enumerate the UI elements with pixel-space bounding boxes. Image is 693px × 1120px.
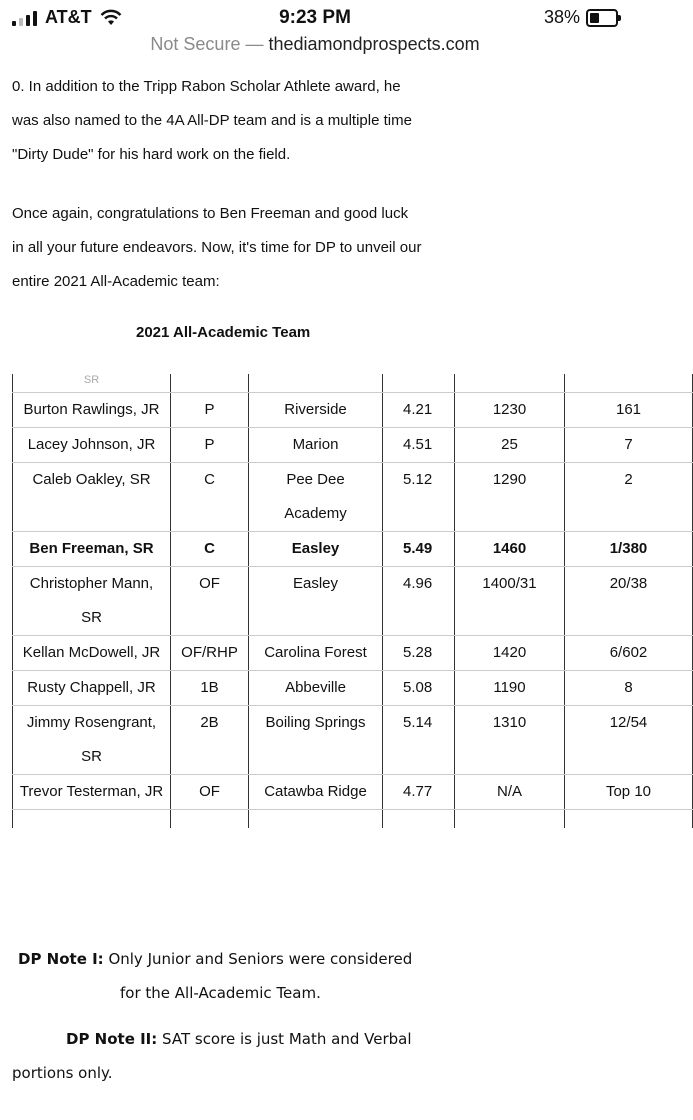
cell-rank: 12/54: [565, 706, 693, 775]
cell-pos: 2B: [171, 706, 249, 775]
cell-school: Riverside: [249, 393, 383, 428]
address-bar[interactable]: [0, 34, 630, 60]
cell-name: Caleb Oakley, SR: [13, 463, 171, 532]
note-1-continued: for the All-Academic Team.: [120, 984, 321, 1002]
cell-rank: 8: [565, 671, 693, 706]
cell-name: Lacey Johnson, JR: [13, 428, 171, 463]
cell-name: Kellan McDowell, JR: [13, 636, 171, 671]
cell-rank: 1/380: [565, 532, 693, 567]
cell-pos: C: [171, 532, 249, 567]
cell-name: Ben Freeman, SR: [13, 532, 171, 567]
note-1-text: Only Junior and Seniors were considered: [108, 950, 413, 968]
table-row: [13, 428, 693, 463]
cell-name: Christopher Mann, SR: [13, 567, 171, 636]
notes-section: [12, 942, 612, 1090]
cell-school: Marion: [249, 428, 383, 463]
cell-gpa: 4.77: [383, 775, 455, 810]
cell-name: Burton Rawlings, JR: [13, 393, 171, 428]
table-row: [13, 636, 693, 671]
cell-school: Abbeville: [249, 671, 383, 706]
cell-school: Boiling Springs: [249, 706, 383, 775]
cell-rank: 20/38: [565, 567, 693, 636]
battery-icon: [586, 9, 618, 27]
cell-name: Trevor Testerman, JR: [13, 775, 171, 810]
table-row: [13, 671, 693, 706]
cell-school: Easley: [249, 567, 383, 636]
cell-partial: SR: [13, 374, 171, 393]
status-right: [544, 7, 618, 28]
cell-sat: 1230: [455, 393, 565, 428]
table-row: [13, 393, 693, 428]
note-2-text: SAT score is just Math and Verbal: [162, 1030, 412, 1048]
cell-sat: 25: [455, 428, 565, 463]
cell-rank: 6/602: [565, 636, 693, 671]
cell-rank: 7: [565, 428, 693, 463]
note-1: [18, 942, 612, 976]
carrier-label: AT&T: [45, 7, 92, 27]
cell-sat: 1310: [455, 706, 565, 775]
cell-rank: Top 10: [565, 775, 693, 810]
cell-gpa: 5.28: [383, 636, 455, 671]
cell-gpa: 4.96: [383, 567, 455, 636]
cell-gpa: 5.08: [383, 671, 455, 706]
battery-percent: 38%: [543, 7, 580, 27]
table-row: [13, 706, 693, 775]
table-row: [13, 567, 693, 636]
security-label: Not Secure —: [150, 34, 264, 54]
table-row: [13, 775, 693, 810]
cell-pos: OF/RHP: [171, 636, 249, 671]
article-line: Once again, congratulations to Ben Freeman and good luck: [12, 205, 409, 222]
cell-rank: 2: [565, 463, 693, 532]
cell-sat: 1460: [455, 532, 565, 567]
note-2-continued: portions only.: [12, 1064, 113, 1082]
article-line: was also named to the 4A All-DP team and is a multiple time: [12, 112, 412, 129]
article-line: entire 2021 All-Academic team:: [12, 273, 220, 290]
cell-sat: 1190: [455, 671, 565, 706]
cell-pos: C: [171, 463, 249, 532]
note-1-label: DP Note I:: [18, 950, 104, 968]
article-line: 0. In addition to the Tripp Rabon Scholar Athlete award, he: [12, 78, 401, 95]
cell-sat: 1420: [455, 636, 565, 671]
cell-pos: OF: [171, 775, 249, 810]
cell-school: Pee Dee Academy: [249, 463, 383, 532]
cell-gpa: 5.49: [383, 532, 455, 567]
cell-pos: 1B: [171, 671, 249, 706]
cell-school: Catawba Ridge: [249, 775, 383, 810]
table-row: [13, 532, 693, 567]
table-row-spacer: [13, 810, 693, 829]
cell-gpa: 5.12: [383, 463, 455, 532]
note-2-label: DP Note II:: [66, 1030, 158, 1048]
cell-gpa: 5.14: [383, 706, 455, 775]
cell-rank: 161: [565, 393, 693, 428]
domain-label: thediamondprospects.com: [268, 34, 480, 54]
table-title: 2021 All-Academic Team: [136, 324, 311, 341]
cell-sat: N/A: [455, 775, 565, 810]
cell-pos: OF: [171, 567, 249, 636]
cell-name: Jimmy Rosengrant, SR: [13, 706, 171, 775]
cell-school: Carolina Forest: [249, 636, 383, 671]
cell-gpa: 4.21: [383, 393, 455, 428]
cell-pos: P: [171, 393, 249, 428]
cell-gpa: 4.51: [383, 428, 455, 463]
article-line: in all your future endeavors. Now, it's time for DP to unveil our: [12, 239, 422, 256]
status-bar: [0, 0, 630, 34]
cell-name: Rusty Chappell, JR: [13, 671, 171, 706]
article-body: [12, 70, 612, 299]
cell-pos: P: [171, 428, 249, 463]
note-2: [66, 1022, 612, 1056]
article-line: "Dirty Dude" for his hard work on the field.: [12, 146, 291, 163]
table-row-partial: [13, 374, 693, 393]
table-row: [13, 463, 693, 532]
academic-table: [12, 374, 652, 918]
clock: 9:23 PM: [279, 7, 351, 28]
cell-sat: 1400/31: [455, 567, 565, 636]
cell-sat: 1290: [455, 463, 565, 532]
cell-school: Easley: [249, 532, 383, 567]
